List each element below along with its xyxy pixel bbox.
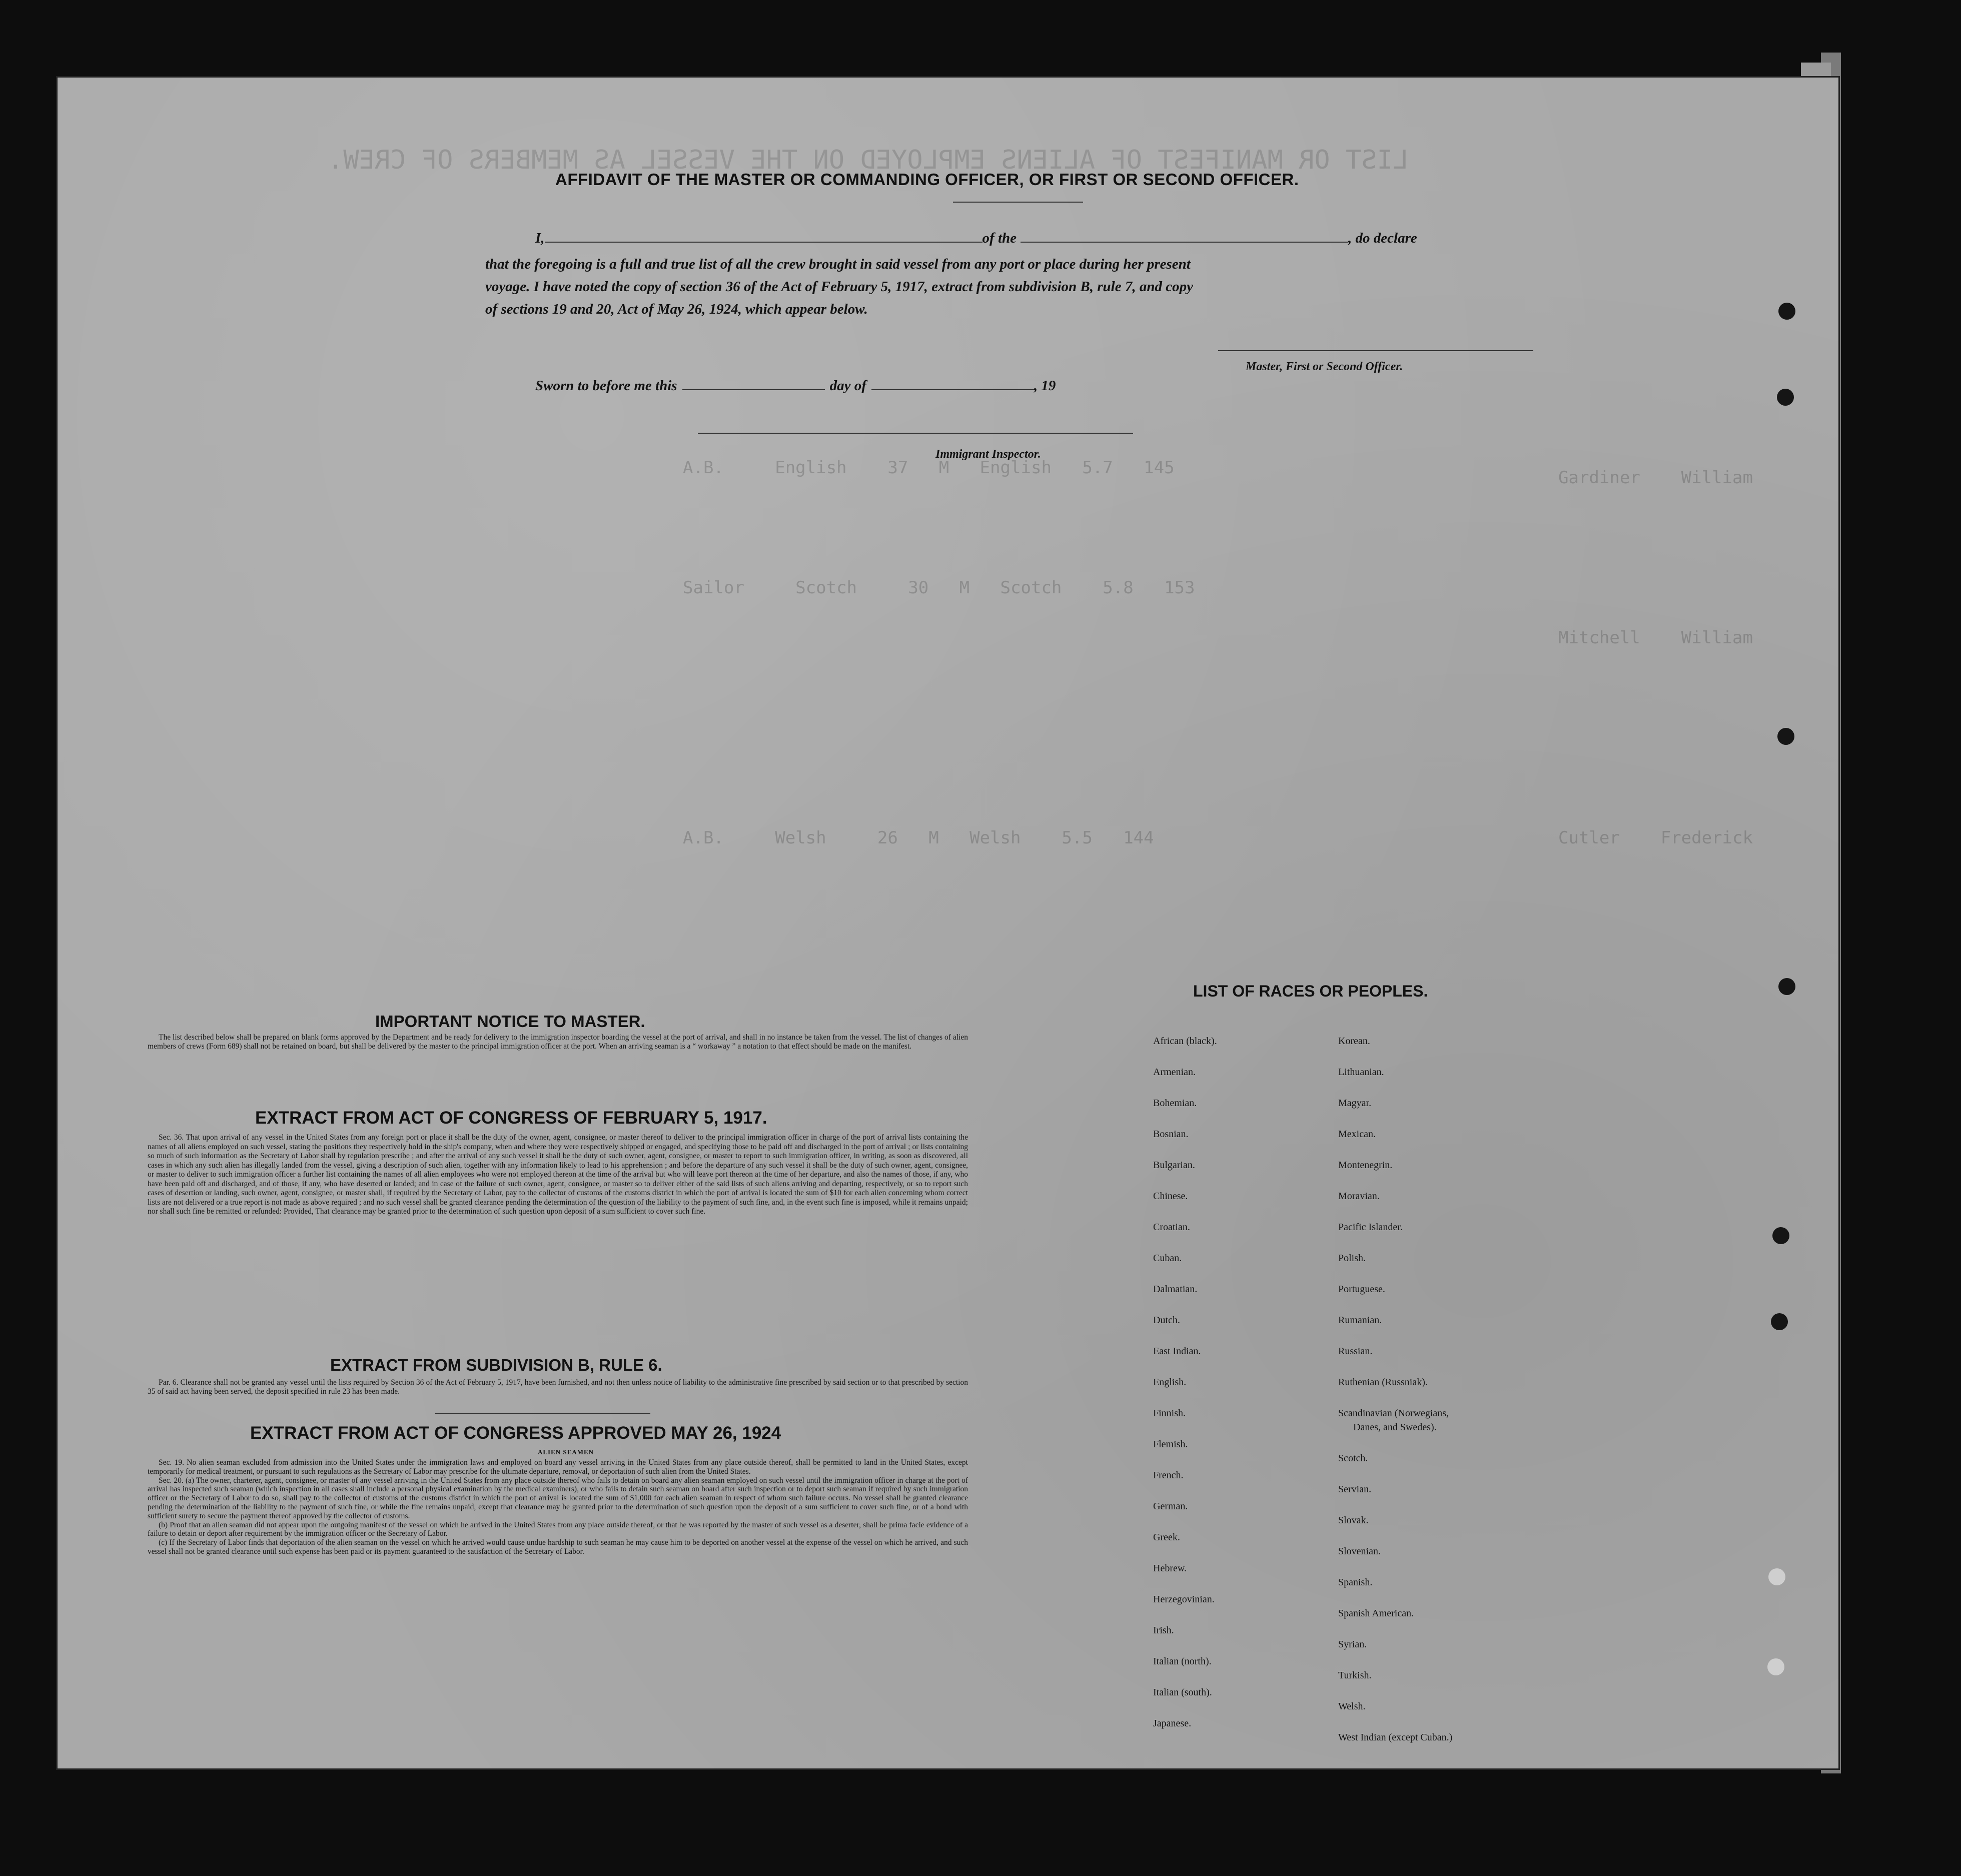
race-item-left: Bohemian. [1153,1098,1197,1109]
race-item-right: Ruthenian (Russniak). [1338,1377,1428,1388]
race-item-right: Slovak. [1338,1515,1369,1526]
punch-hole [1767,1658,1784,1675]
inspector-signature-line [698,433,1133,434]
race-item-left: German. [1153,1501,1188,1512]
race-item-right: Mexican. [1338,1129,1376,1140]
bleed-through: A.B. Welsh 26 M Welsh 5.5 144 [683,828,1154,848]
divider-rule [435,1413,650,1414]
bleed-through: Mitchell William [1558,628,1753,648]
race-item-left: Flemish. [1153,1439,1188,1450]
declaration-i: I, [535,230,545,246]
race-item-left: Armenian. [1153,1067,1196,1078]
sworn-line [535,378,1056,394]
race-item-left: Finnish. [1153,1408,1186,1419]
declaration-of-the: of the [982,230,1017,246]
race-item-left: French. [1153,1470,1184,1481]
race-item-left: East Indian. [1153,1346,1201,1357]
notice-paragraph: The list described below shall be prepared on blank forms approved by the Department and be ready for delivery to the immigration inspector boarding the vessel at the port of arrival, and shall in no instance be taken from the vessel. The list of changes of alien members of crews (Form 689) shall not be retained on board, but shall be delivered by the master to the principal immigration officer at the port. When an arriving seaman is a “ workaway ” a notation to that effect should be made on the manifest. [148,1033,968,1051]
year-prefix: , 19 [1034,378,1056,394]
declaration-line-3: voyage. I have noted the copy of section 36 of the Act of February 5, 1917, extract from subdivision B, rule 7, and copy [485,279,1193,295]
day-of: day of [829,378,866,394]
race-item-right: Spanish American. [1338,1608,1414,1619]
race-item-right: Scandinavian (Norwegians, [1338,1408,1449,1419]
race-item-right: Syrian. [1338,1639,1367,1650]
punch-hole [1778,303,1795,320]
section-19-paragraph: Sec. 19. No alien seaman excluded from admission into the United States under the immigration laws and employed on board any vessel arriving in the United States from any place outside thereof, shall be permitted to land in the United States, except temporarily for medical treatment, or pursuant to such regulations as the Secretary of Labor may prescribe for the ultimate departure, removal, or deportation of such alien from the United States. [148,1458,968,1476]
punch-hole [1777,728,1794,745]
declaration-line-1 [535,230,1417,247]
affidavit-title: AFFIDAVIT OF THE MASTER OR COMMANDING OFFICER, OR FIRST OR SECOND OFFICER. [555,170,1299,189]
notice-text [148,1033,968,1052]
race-item-left: Greek. [1153,1532,1180,1543]
race-item-right: Pacific Islander. [1338,1222,1403,1233]
bleed-through: LIST OR MANIFEST OF ALIENS EMPLOYED ON THE VESSEL AS MEMBERS OF CREW. [328,145,1409,175]
race-item-left: African (black). [1153,1036,1217,1047]
sworn-prefix: Sworn to before me this [535,378,677,394]
race-item-left: Croatian. [1153,1222,1190,1233]
punch-hole [1778,978,1795,995]
race-item-right: Montenegrin. [1338,1160,1393,1171]
punch-hole [1768,1568,1785,1585]
race-item-right: Magyar. [1338,1098,1372,1109]
day-blank [682,389,825,390]
bleed-through: A.B. English 37 M English 5.7 145 [683,458,1175,478]
race-item-left: Bulgarian. [1153,1160,1195,1171]
race-item-right: West Indian (except Cuban.) [1338,1732,1453,1743]
notice-title: IMPORTANT NOTICE TO MASTER. [375,1012,645,1031]
race-item-left: Chinese. [1153,1191,1188,1202]
section-20c-paragraph: (c) If the Secretary of Labor finds that deportation of the alien seaman on the vessel on which he arrived would cause undue hardship to such seaman he may cause him to be deported on another vessel at the expense of the vessel on which he arrived, and such vessel shall not be granted clearance until such expense has been paid or its payment guaranteed to the satisfaction of the Secretary of Labor. [148,1538,968,1556]
extract-1924-subtitle: ALIEN SEAMEN [538,1448,594,1456]
race-item-left: Italian (north). [1153,1656,1212,1667]
section-36-paragraph: Sec. 36. That upon arrival of any vessel in the United States from any foreign port or place it shall be the duty of the owner, agent, consignee, or master thereof to deliver to the principal immigration officer in charge of the port of arrival lists containing the names of all aliens employed on such vessel, stating the positions they respectively hold in the ship's company, when and where they were respectively shipped or engaged, and specifying those to be paid off and discharged in the port of arrival ; or lists containing so much of such information as the Secretary of Labor shall by regulation prescribe ; and after the arrival of any such vessel it shall be the duty of such owner, agent, consignee, or master to report to such immigration officer, in writing, as soon as discovered, all cases in which any such alien has illegally landed from the vessel, giving a description of such alien, together with any information likely to lead to his apprehension ; and before the departure of any such vessel it shall be the duty of such owner, agent, consignee, or master to deliver to such immigration officer a further list containing the names of all alien employees who were not employed thereon at the time of the arrival but who will leave port thereon at the time of her departure, and also the names of those, if any, who have been paid off and discharged, and of those, if any, who have deserted or landed; and in case of the failure of such owner, agent, consignee, or master so to deliver either of the said lists of such aliens arriving and departing, respectively, or so to report such cases of desertion or landing, such owner, agent, consignee, or master shall, if required by the Secretary of Labor, pay to the collector of customs of the customs district in which the port of arrival is located the sum of $10 for each alien concerning whom correct lists are not delivered or a true report is not made as above required ; and no such vessel shall be granted clearance pending the determination of the question of the liability to the payment of such fine, and, in the event such fine is imposed, while it remains unpaid; nor shall such fine be remitted or refunded: Provided, That clearance may be granted prior to the determination of such question upon deposit of a sum sufficient to cover such fine. [148,1133,968,1216]
punch-hole [1777,389,1794,406]
race-item-right: Slovenian. [1338,1546,1381,1557]
race-item-right: Rumanian. [1338,1315,1382,1326]
bleed-through: Cutler Frederick [1558,828,1753,848]
race-item-left: Italian (south). [1153,1687,1212,1698]
office-blank [1021,242,1348,243]
race-item-left: Cuban. [1153,1253,1182,1264]
affidavit-title-underline [953,202,1083,203]
race-item-left: English. [1153,1377,1187,1388]
extract-1917-text [148,1133,968,1217]
month-blank [871,389,1034,390]
bleed-through: Gardiner William [1558,468,1753,488]
inspector-caption: Immigrant Inspector. [935,448,1041,461]
race-item-right: Moravian. [1338,1191,1380,1202]
rule-6-paragraph: Par. 6. Clearance shall not be granted any vessel until the lists required by Section 36 of the Act of February 5, 1917, have been furnished, and not then unless notice of liability to the administrative fine prescribed by said section or to that prescribed by section 35 of said act having been served, the deposit specified in rule 23 has been made. [148,1378,968,1396]
name-blank [545,242,983,243]
bleed-through: Sailor Scotch 30 M Scotch 5.8 153 [683,578,1195,598]
declaration-line-2: that the foregoing is a full and true list of all the crew brought in said vessel from any port or place during her present [485,256,1191,272]
document-page [58,78,1838,1768]
race-item-right: Danes, and Swedes). [1353,1422,1437,1433]
extract-1924-text [148,1458,968,1556]
punch-hole [1771,1313,1788,1330]
race-item-right: Servian. [1338,1484,1372,1495]
race-item-left: Dutch. [1153,1315,1180,1326]
race-item-right: Polish. [1338,1253,1366,1264]
section-20b-paragraph: (b) Proof that an alien seaman did not appear upon the outgoing manifest of the vessel on which he arrived in the United States from any place outside thereof, or that he was reported by the master of such vessel as a deserter, shall be prima facie evidence of a failure to detain or deport after requirement by the immigration officer or the Secretary of Labor. [148,1520,968,1538]
race-item-left: Dalmatian. [1153,1284,1198,1295]
race-item-right: Scotch. [1338,1453,1368,1464]
race-item-left: Japanese. [1153,1718,1192,1729]
race-item-left: Irish. [1153,1625,1174,1636]
race-item-right: Portuguese. [1338,1284,1385,1295]
race-item-right: Welsh. [1338,1701,1366,1712]
race-item-right: Lithuanian. [1338,1067,1384,1078]
race-item-right: Russian. [1338,1346,1373,1357]
races-title: LIST OF RACES OR PEOPLES. [1193,982,1428,1000]
declaration-declare: , do declare [1348,230,1417,246]
race-item-left: Bosnian. [1153,1129,1189,1140]
section-20a-paragraph: Sec. 20. (a) The owner, charterer, agent, consignee, or master of any vessel arriving in the United States from any place outside thereof who fails to detain on board any alien seaman employed on such vessel until the immigration officer in charge at the port of arrival has inspected such seaman (which inspection in all cases shall include a personal physical examination by the medical examiners), or who fails to detain such seaman on board after such inspection or to deport such seaman if required by such immigration officer or the Secretary of Labor to do so, shall pay to the collector of customs of the customs district in which the port of arrival is located the sum of $1,000 for each alien seaman in respect of whom such failure occurs. No vessel shall be granted clearance pending the determination of the liability to the payment of such fine, or while the fine remains unpaid, except that clearance may be granted prior to the determination of such question upon the deposit of a sum sufficient to cover such fine, or of a bond with sufficient surety to secure the payment thereof approved by the collector of customs. [148,1476,968,1520]
race-item-left: Herzegovinian. [1153,1594,1215,1605]
race-item-right: Turkish. [1338,1670,1372,1681]
extract-1924-title: EXTRACT FROM ACT OF CONGRESS APPROVED MAY 26, 1924 [250,1423,781,1443]
race-item-left: Hebrew. [1153,1563,1187,1574]
rule-6-text [148,1378,968,1397]
punch-hole [1772,1227,1789,1244]
rule-6-title: EXTRACT FROM SUBDIVISION B, RULE 6. [330,1356,662,1374]
declaration-line-4: of sections 19 and 20, Act of May 26, 1924, which appear below. [485,301,868,317]
extract-1917-title: EXTRACT FROM ACT OF CONGRESS OF FEBRUARY 5, 1917. [255,1108,767,1128]
race-item-right: Spanish. [1338,1577,1373,1588]
race-item-right: Korean. [1338,1036,1370,1047]
signature-line [1218,350,1533,351]
signature-caption: Master, First or Second Officer. [1246,360,1403,373]
